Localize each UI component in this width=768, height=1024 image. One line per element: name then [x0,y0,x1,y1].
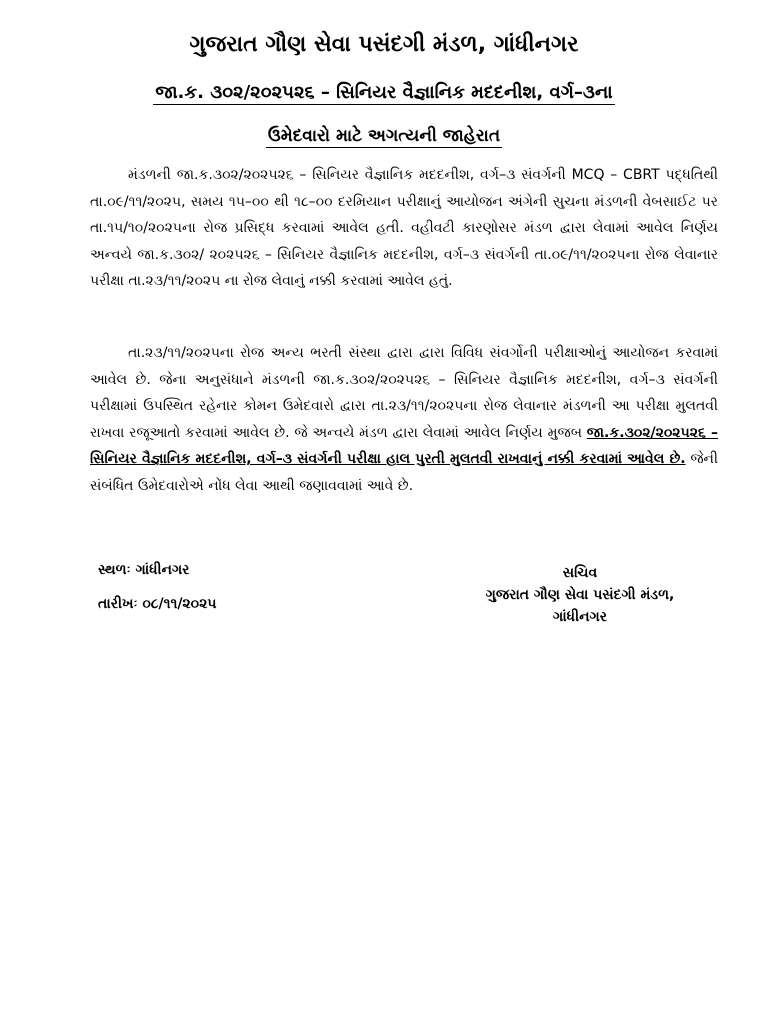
date-line: તારીખઃ ૦૮/૧૧/૨૦૨૫ [98,596,217,612]
paragraph-2 [90,340,718,499]
signatory-title: સચિવ [562,565,598,581]
notice-heading-text: ઉમેદવારો માટે અગત્યની જાહેરાત [267,126,501,146]
paragraph-2-start: તા.૨૩/૧૧/૨૦૨૫ના રોજ અન્ય ભરતી સંસ્થા દ્વારા દ્વારા વિવિધ સંવર્ગોની પરીક્ષાઓનું આયોજન કરવામાં આવેલ છે. જેના અનુસંધાને મંડળની જા.ક.૩૦૨/૨૦૨૫૨૬ – સિનિયર વૈજ્ઞાનિક મદદનીશ, વર્ગ–૩ સંવર્ગની પરીક્ષામાં ઉપસ્થિત રહેનાર કોમન ઉમેદવારો દ્વારા તા.૨૩/૧૧/૨૦૨૫ના રોજ લેવાનાર મંડળની આ પરીક્ષા મુલતવી રાખવા રજૂઆતો કરવામાં આવેલ છે. જે અન્વયે મંડળ દ્વારા લેવામાં આવેલ નિર્ણય મુજબ [90,345,718,441]
notice-heading [0,125,768,149]
signatory-org: ગુજરાત ગૌણ સેવા પસંદગી મંડળ, [485,587,675,603]
paragraph-1-text: મંડળની જા.ક.૩૦૨/૨૦૨૫૨૬ – સિનિયર વૈજ્ઞાનિક મદદનીશ, વર્ગ–૩ સંવર્ગની MCQ – CBRT પદ્ધતિથી તા.૦૯/૧૧/૨૦૨૫, સમય ૧૫–૦૦ થી ૧૮–૦૦ દરમિયાન પરીક્ષાનું આયોજન અંગેની સુચના મંડળની વેબસાઈટ પર તા.૧૫/૧૦/૨૦૨૫ના રોજ પ્રસિદ્ધ કરવામાં આવેલ હતી. વહીવટી કારણોસર મંડળ દ્વારા લેવામાં આવેલ નિર્ણય અન્વયે જા.ક.૩૦૨/ ૨૦૨૫૨૬ – સિનિયર વૈજ્ઞાનિક મદદનીશ, વર્ગ–૩ સંવર્ગની તા.૦૯/૧૧/૨૦૨૫ના રોજ લેવાનાર પરીક્ષા તા.૨૩/૧૧/૨૦૨૫ ના રોજ લેવાનું નક્કી કરવામાં આવેલ હતું. [90,167,718,289]
recruitment-subtitle [0,80,768,105]
place-line: સ્થળઃ ગાંધીનગર [98,562,190,578]
signatory-city: ગાંધીનગર [553,609,607,625]
recruitment-subtitle-text: જા.ક. ૩૦૨/૨૦૨૫૨૬ – સિનિયર વૈજ્ઞાનિક મદદનીશ, વર્ગ–૩ના [155,82,613,103]
board-title: ગુજરાત ગૌણ સેવા પસંદગી મંડળ, ગાંધીનગર [189,32,579,57]
paragraph-1 [90,162,718,295]
paragraph-2-end: જેની સંબંધિત ઉમેદવારોએ નોંધ લેવા આથી જણાવવામાં આવે છે. [90,451,718,494]
paragraph-2-text [90,340,718,499]
paragraph-2-highlight: જા.ક.૩૦૨/૨૦૨૫૨૬ – સિનિયર વૈજ્ઞાનિક મદદનીશ, વર્ગ–૩ સંવર્ગની પરીક્ષા હાલ પુરતી મુલતવી રાખવાનું નક્કી કરવામાં આવેલ છે. [90,424,718,467]
signature-block [440,562,720,628]
